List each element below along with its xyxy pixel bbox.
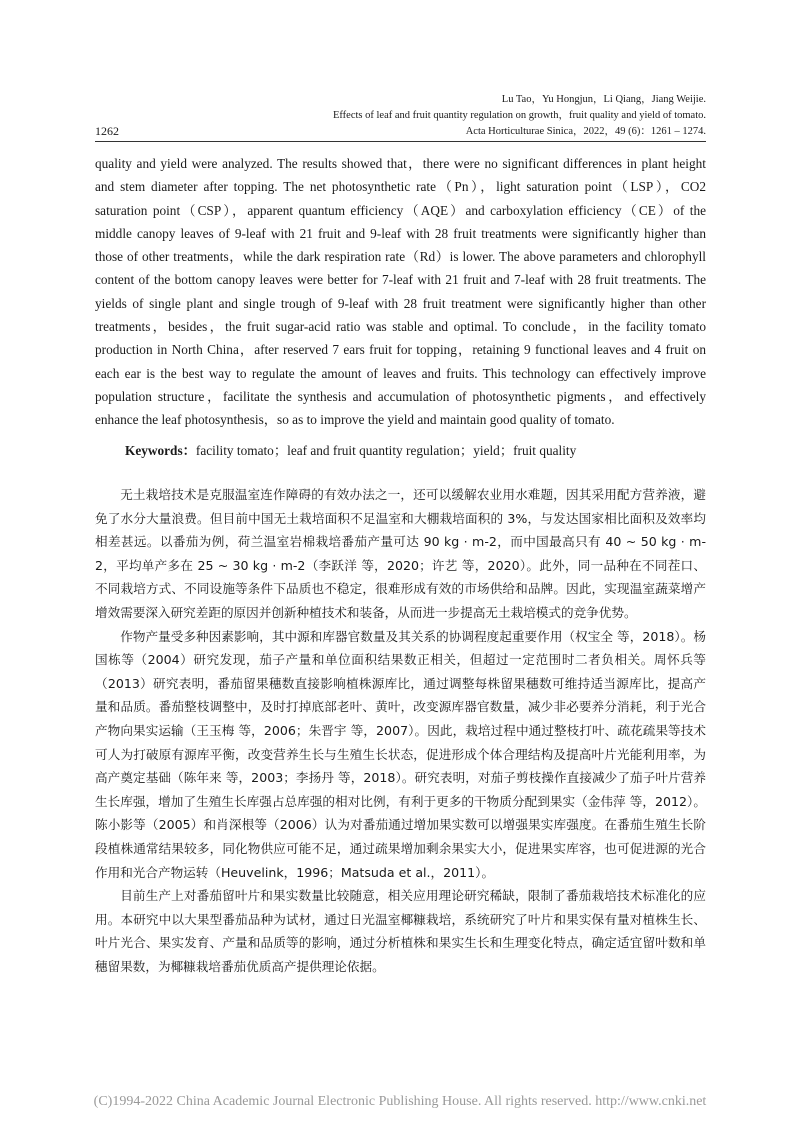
header-rule — [95, 141, 706, 142]
page-number: 1262 — [95, 124, 119, 138]
keywords-list: facility tomato；leaf and fruit quantity regulation；yield；fruit quality — [195, 443, 577, 458]
keywords-label: Keywords： — [125, 443, 196, 458]
header-article-title: Effects of leaf and fruit quantity regulation on growth，fruit quality and yield of tomato. — [332, 110, 706, 121]
abstract-text: quality and yield were analyzed. The results showed that，there were no significant differences in plant height and stem diameter after topping. The net photosynthetic rate（Pn），light saturation point（LSP），CO2 saturation point（CSP），apparent quantum efficiency（AQE）and carboxylation efficiency（CE）of the middle canopy leaves of 9-leaf with 21 fruit and 9-leaf with 28 fruit treatments were significantly higher than those of other treatments，while the dark respiration rate（Rd）is lower. The above parameters and chlorophyll content of the bottom canopy leaves were better for 7-leaf with 21 fruit and 7-leaf with 28 fruit treatments. The yields of single plant and single trough of 9-leaf with 28 fruit treatment were significantly higher than other treatments，besides，the fruit sugar-acid ratio was stable and optimal. To conclude，in the facility tomato production in North China，after reserved 7 ears fruit for topping，retaining 9 functional leaves and 4 fruit on each ear is the best way to regulate the amount of leaves and fruits. This technology can effectively improve population structure，facilitate the synthesis and accumulation of photosynthetic pigments，and effectively enhance the leaf photosynthesis，so as to improve the yield and maintain good quality of tomato. — [95, 156, 706, 428]
header-authors: Lu Tao，Yu Hongjun，Li Qiang，Jiang Weijie. — [501, 94, 706, 105]
running-header — [333, 92, 706, 140]
intro-paragraph-3: 目前生产上对番茄留叶片和果实数量比较随意，相关应用理论研究稀缺，限制了番茄栽培技术标准化的应用。本研究中以大果型番茄品种为试材，通过日光温室椰糠栽培，系统研究了叶片和果实保有量对植株生长、叶片光合、果实发育、产量和品质等的影响，通过分析植株和果实生长和生理变化特点，确定适宜留叶数和单穗留果数，为椰糠栽培番茄优质高产提供理论依据。 — [95, 888, 706, 974]
copyright-footer: (C)1994-2022 China Academic Journal Electronic Publishing House. All rights reserved. http://www.cnki.net — [93, 1094, 707, 1109]
keywords-line — [125, 440, 576, 459]
introduction-body — [95, 483, 706, 978]
intro-paragraph-2: 作物产量受多种因素影响，其中源和库器官数量及其关系的协调程度起重要作用（权宝全 等，2018）。杨国栋等（2004）研究发现，茄子产量和单位面积结果数正相关，但超过一定范围时二者负相关。周怀兵等（2013）研究表明，番茄留果穗数直接影响植株源库比，通过调整每株留果穗数可维持适当源库比，提高产量和品质。番茄整枝调整中，及时打掉底部老叶、黄叶，改变源库器官数量，减少非必要养分消耗，利于光合产物向果实运输（王玉梅 等，2006；朱晋宇 等，2007）。因此，栽培过程中通过整枝打叶、疏花疏果等技术可人为打破原有源库平衡，改变营养生长与生殖生长状态，促进形成个体合理结构及提高叶片光能利用率，为高产奠定基础（陈年来 等，2003；李扬丹 等，2018）。研究表明，对茄子剪枝操作直接减少了茄子叶片营养生长库强，增加了生殖生长库强占总库强的相对比例，有利于更多的干物质分配到果实（金伟萍 等，2012）。陈小影等（2005）和肖深根等（2006）认为对番茄通过增加果实数可以增强果实库强度。在番茄生殖生长阶段植株通常结果较多，同化物供应可能不足，通过疏果增加剩余果实大小，促进果实库容，也可促进源的光合作用和光合产物运转（Heuvelink，1996；Matsuda et al.，2011）。 — [95, 628, 706, 880]
intro-paragraph-1: 无土栽培技术是克服温室连作障碍的有效办法之一，还可以缓解农业用水难题，因其采用配方营养液，避免了水分大量浪费。但目前中国无土栽培面积不足温室和大棚栽培面积的 3%，与发达国家相比面积及效率均相差甚远。以番茄为例，荷兰温室岩棉栽培番茄产量可达 90 kg · m-2，而中国最高只有 40 ~ 50 kg · m-2，平均单产多在 25 ~ 30 kg · m-2（李跃洋 等，2020；许艺 等，2020）。此外，同一品种在不同茬口、不同栽培方式、不同设施等条件下品质也不稳定，很难形成有效的市场供给和品牌。因此，实现温室蔬菜增产增效需要深入研究差距的原因并创新种植技术和装备，从而进一步提高无土栽培模式的竞争优势。 — [95, 487, 706, 620]
header-journal-citation: Acta Horticulturae Sinica，2022，49 (6)：1261 – 1274. — [465, 126, 706, 137]
